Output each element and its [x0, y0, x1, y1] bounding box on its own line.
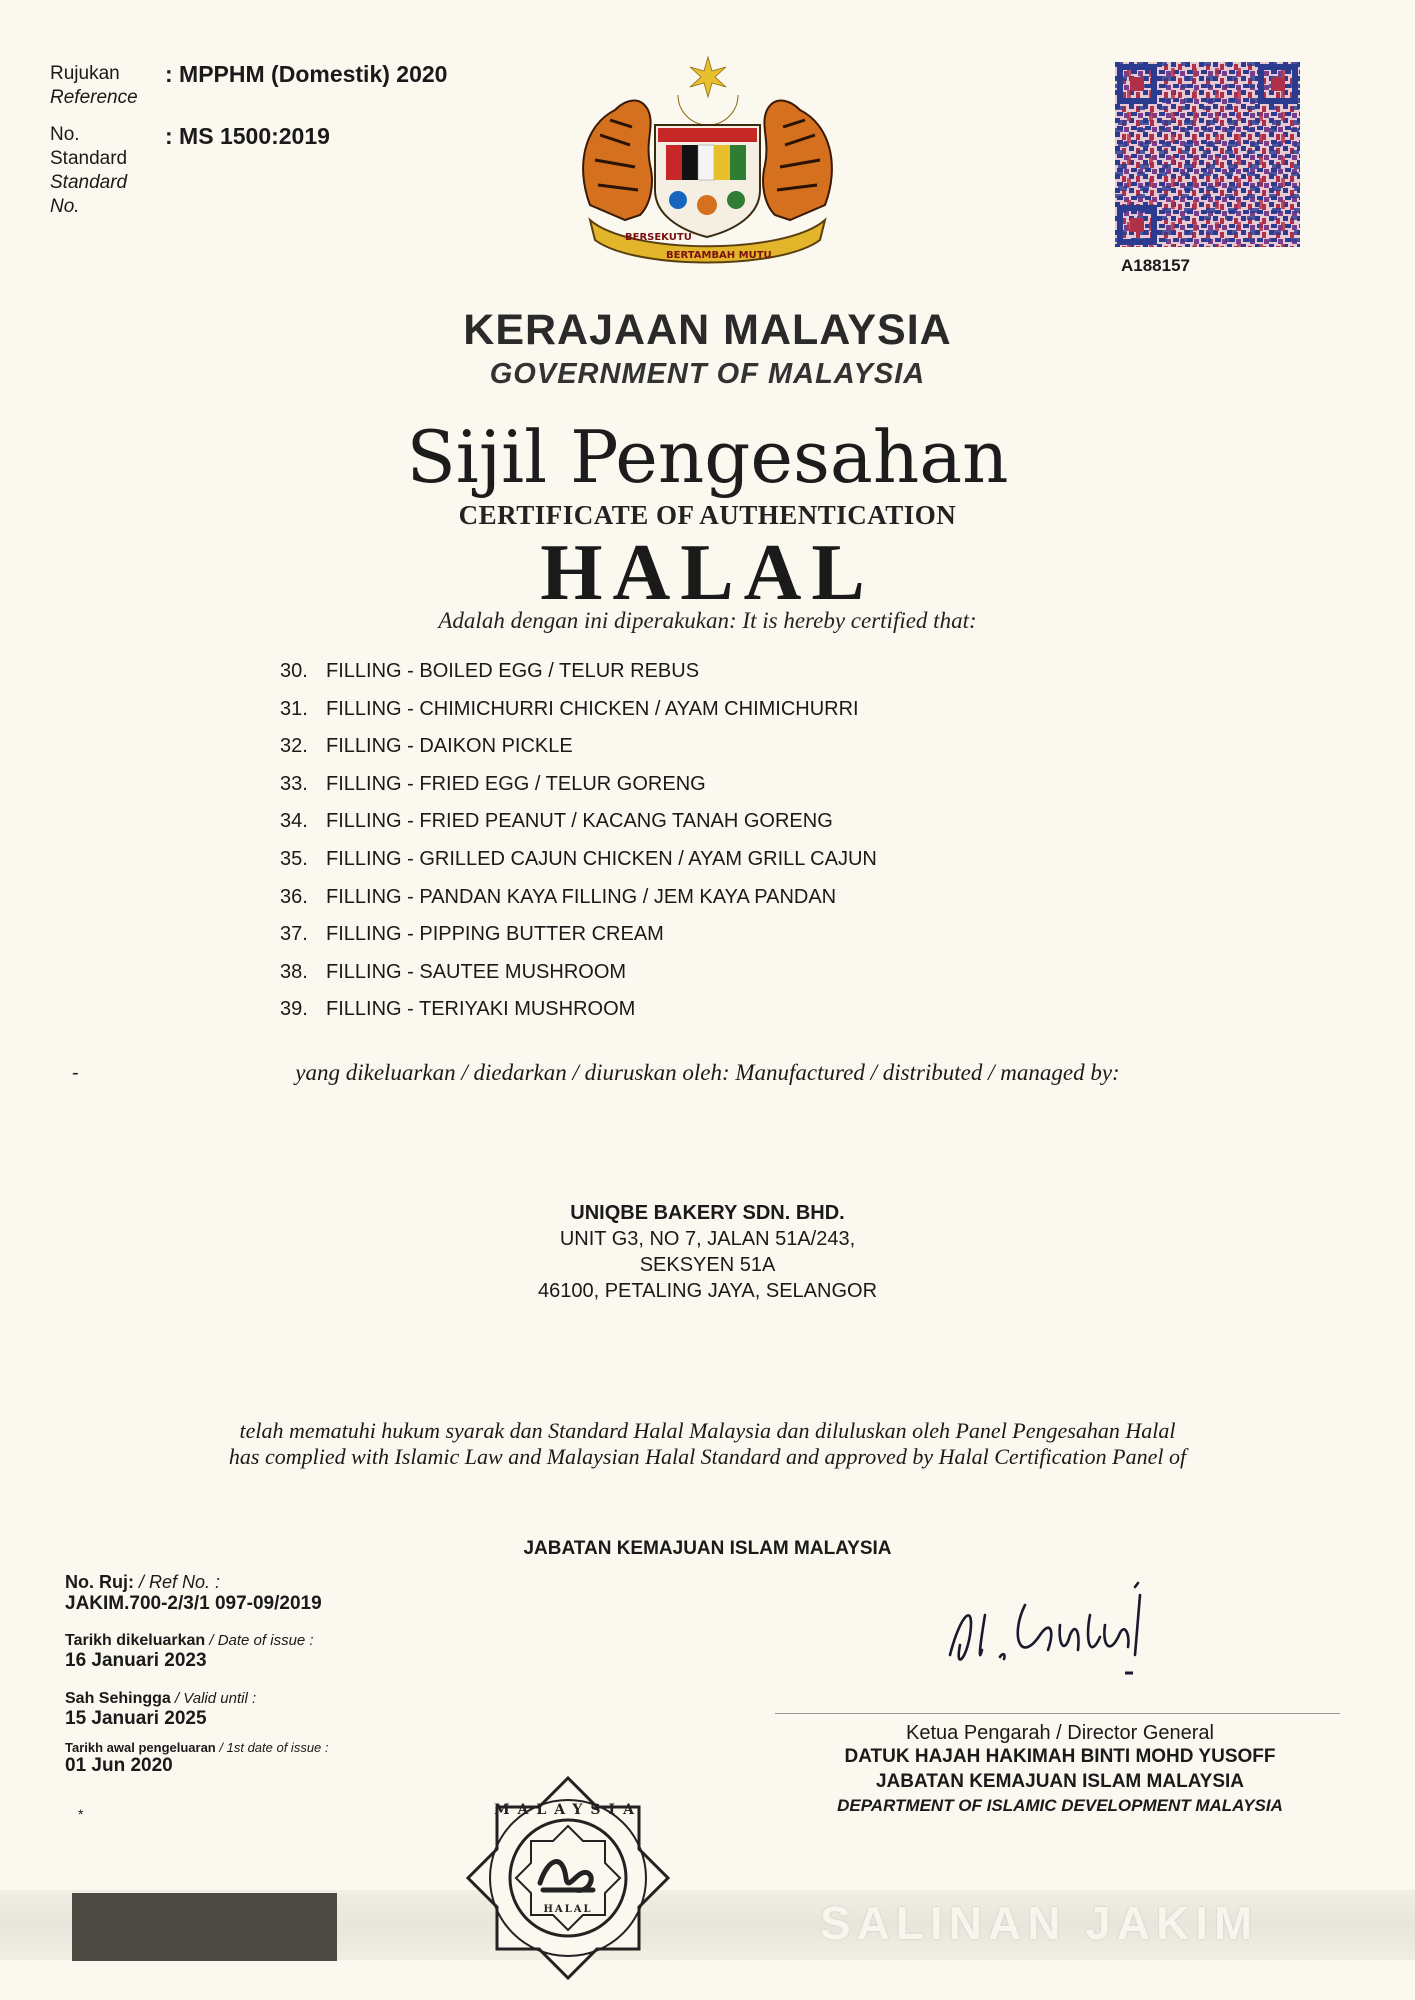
list-item: 37. FILLING - PIPPING BUTTER CREAM: [280, 923, 664, 946]
issuing-department: JABATAN KEMAJUAN ISLAM MALAYSIA: [523, 1538, 892, 1559]
list-item: 39. FILLING - TERIYAKI MUSHROOM: [280, 998, 636, 1021]
certified-items-list: [280, 659, 877, 1035]
coat-of-arms-icon: [570, 55, 845, 270]
first-issue-value: 01 Jun 2020: [65, 1755, 173, 1776]
list-item: 35. FILLING - GRILLED CAJUN CHICKEN / AYAM GRILL CAJUN: [280, 847, 877, 870]
government-title-malay: KERAJAAN MALAYSIA: [463, 306, 952, 354]
list-item: 33. FILLING - FRIED EGG / TELUR GORENG: [280, 772, 706, 795]
government-title-english: GOVERNMENT OF MALAYSIA: [489, 358, 926, 390]
issue-date-block: Tarikh dikeluarkan / Date of issue : 16 Januari 2023: [65, 1632, 314, 1671]
signatory-department-english: DEPARTMENT OF ISLAMIC DEVELOPMENT MALAYSIA: [837, 1796, 1283, 1815]
ref-no-value: JAKIM.700-2/3/1 097-09/2019: [65, 1593, 322, 1614]
list-item: 34. FILLING - FRIED PEANUT / KACANG TANAH GORENG: [280, 810, 833, 833]
footer-dark-block: [72, 1893, 337, 1961]
halal-title: HALAL: [540, 529, 875, 617]
standard-label: No. Standard Standard No.: [50, 124, 128, 217]
certified-statement: Adalah dengan ini diperakukan: It is hereby certified that:: [438, 608, 977, 633]
certificate-serial-number: A188157: [1121, 256, 1191, 275]
list-item: 38. FILLING - SAUTEE MUSHROOM: [280, 960, 627, 983]
certificate-title-english: CERTIFICATE OF AUTHENTICATION: [458, 500, 957, 530]
list-item: 31. FILLING - CHIMICHURRI CHICKEN / AYAM CHIMICHURRI: [280, 697, 859, 720]
valid-until-value: 15 Januari 2025: [65, 1708, 207, 1729]
list-item: 36. FILLING - PANDAN KAYA FILLING / JEM KAYA PANDAN: [280, 885, 837, 908]
issue-date-value: 16 Januari 2023: [65, 1650, 207, 1671]
margin-mark: *: [78, 1806, 84, 1822]
first-issue-block: Tarikh awal pengeluaran / 1st date of issue : 01 Jun 2020: [65, 1740, 329, 1776]
company-address-line: 46100, PETALING JAYA, SELANGOR: [537, 1280, 878, 1302]
standard-value: : MS 1500:2019: [165, 123, 330, 149]
halal-seal-icon: [458, 1768, 678, 1988]
list-item: 30. FILLING - BOILED EGG / TELUR REBUS: [280, 660, 700, 682]
margin-mark: -: [72, 1062, 79, 1084]
ref-no-block: No. Ruj: / Ref No. : JAKIM.700-2/3/1 097-09/2019: [65, 1572, 322, 1614]
valid-until-block: Sah Sehingga / Valid until : 15 Januari 2025: [65, 1690, 257, 1729]
signature-icon: [930, 1575, 1190, 1685]
reference-label: Rujukan Reference: [50, 63, 138, 108]
company-block: [0, 1200, 1415, 1304]
compliance-statement-malay: telah mematuhi hukum syarak dan Standard Halal Malaysia dan diluluskan oleh Panel Pengesahan Halal: [239, 1418, 1176, 1443]
motto-bottom: BERTAMBAH MUTU: [666, 250, 772, 261]
motto-left: BERSEKUTU: [625, 232, 692, 243]
seal-ring-text: MALAYSIA: [494, 1802, 642, 1818]
signatory-name: DATUK HAJAH HAKIMAH BINTI MOHD YUSOFF: [844, 1746, 1276, 1767]
copy-watermark: SALINAN JAKIM: [820, 1897, 1259, 1949]
certificate-title-malay: Sijil Pengesahan: [406, 415, 1009, 499]
reference-value: : MPPHM (Domestik) 2020: [165, 61, 448, 87]
signatory-title: Ketua Pengarah / Director General: [906, 1722, 1214, 1744]
managed-by-statement: yang dikeluarkan / diedarkan / diuruskan oleh: Manufactured / distributed / managed by:: [295, 1060, 1120, 1085]
signatory-department: JABATAN KEMAJUAN ISLAM MALAYSIA: [875, 1771, 1245, 1792]
seal-label: HALAL: [543, 1904, 593, 1915]
signature-line: [775, 1713, 1340, 1714]
compliance-statement-english: has complied with Islamic Law and Malaysian Halal Standard and approved by Halal Certification Panel of: [228, 1444, 1187, 1469]
list-item: 32. FILLING - DAIKON PICKLE: [280, 735, 573, 758]
qr-code-icon: [1115, 62, 1300, 247]
company-name: UNIQBE BAKERY SDN. BHD.: [570, 1202, 845, 1224]
company-address-line: SEKSYEN 51A: [639, 1254, 776, 1276]
company-address-line: UNIT G3, NO 7, JALAN 51A/243,: [559, 1228, 856, 1250]
